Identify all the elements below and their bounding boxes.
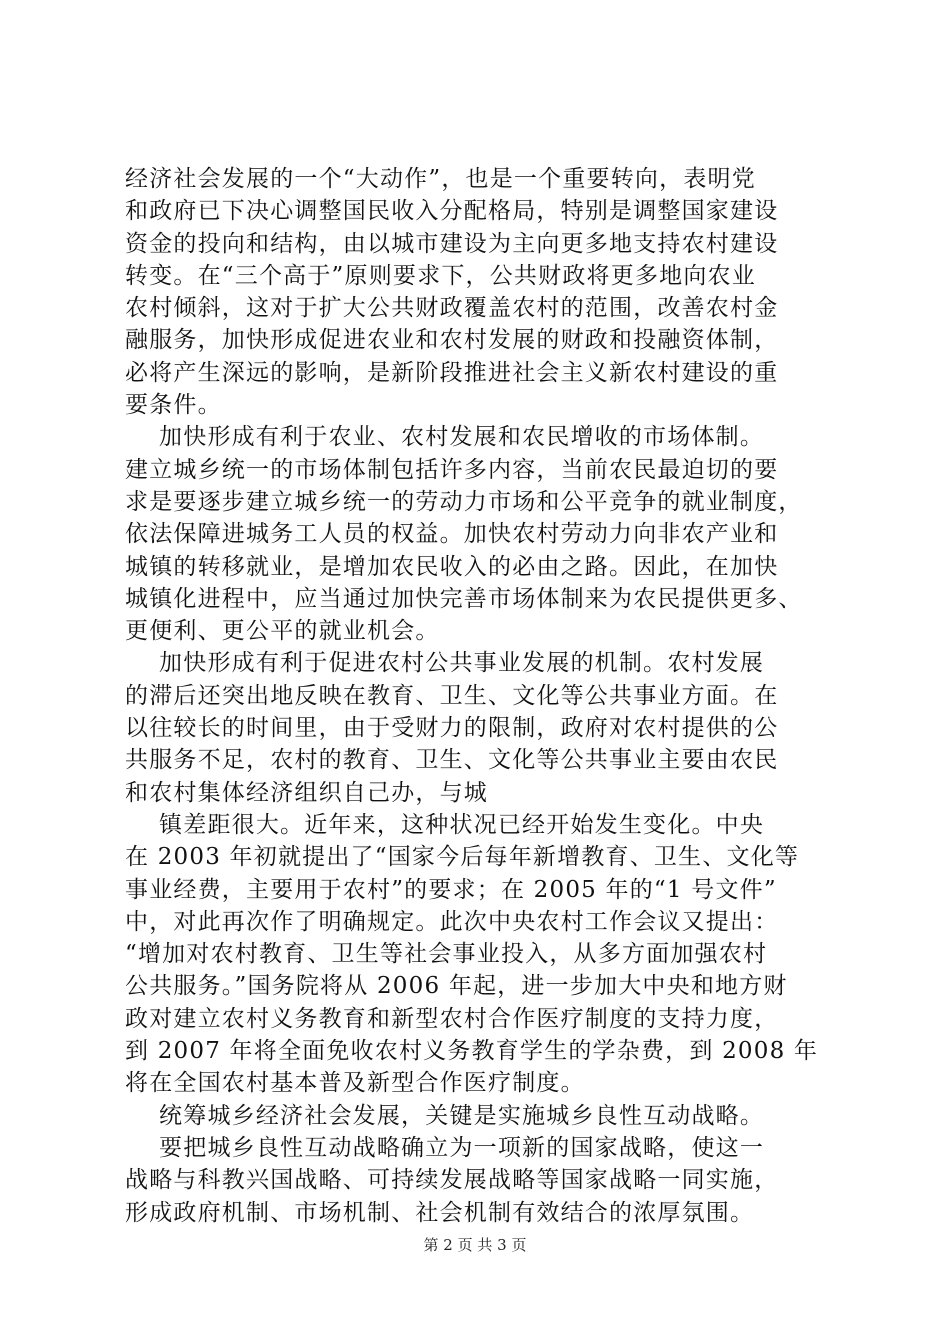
text-line: 以往较长的时间里，由于受财力的限制，政府对农村提供的公 [125,715,779,742]
text-line: 资金的投向和结构，由以城市建设为主向更多地支持农村建设 [125,230,779,257]
text-line: 农村倾斜，这对于扩大公共财政覆盖农村的范围，改善农村金 [125,295,779,322]
text-line: 在 2003 年初就提出了“国家今后每年新增教育、卫生、文化等 [125,844,800,871]
page-footer: 第 2 页 共 3 页 [423,1236,527,1254]
text-line: 要把城乡良性互动战略确立为一项新的国家战略，使这一 [125,1134,765,1161]
text-line: 加快形成有利于农业、农村发展和农民增收的市场体制。 [125,424,765,451]
text-line: 城镇化进程中，应当通过加快完善市场体制来为农民提供更多、 [125,585,803,612]
text-line: 公共服务。”国务院将从 2006 年起，进一步加大中央和地方财 [125,973,788,1000]
text-line: 建立城乡统一的市场体制包括许多内容，当前农民最迫切的要 [125,456,779,483]
text-line: 中，对此再次作了明确规定。此次中央农村工作会议又提出： [125,908,779,935]
text-line: 要条件。 [125,392,222,419]
text-line: 事业经费，主要用于农村”的要求；在 2005 年的“1 号文件” [125,876,777,903]
text-line: 求是要逐步建立城乡统一的劳动力市场和公平竞争的就业制度， [125,488,803,515]
text-line: 将在全国农村基本普及新型合作医疗制度。 [125,1070,585,1097]
text-line: 更便利、更公平的就业机会。 [125,618,440,645]
text-line: 融服务，加快形成促进农业和农村发展的财政和投融资体制， [125,327,779,354]
text-line: 加快形成有利于促进农村公共事业发展的机制。农村发展 [125,650,765,677]
text-line: 和政府已下决心调整国民收入分配格局，特别是调整国家建设 [125,198,779,225]
text-line: 统筹城乡经济社会发展，关键是实施城乡良性互动战略。 [125,1102,765,1129]
text-line: 城镇的转移就业，是增加农民收入的必由之路。因此，在加快 [125,553,779,580]
text-line: 到 2007 年将全面免收农村义务教育学生的学杂费，到 2008 年 [125,1038,819,1065]
text-line: 经济社会发展的一个“大动作”，也是一个重要转向，表明党 [125,166,756,192]
text-line: 镇差距很大。近年来，这种状况已经开始发生变化。中央 [125,811,765,838]
body-text [125,163,835,1229]
text-line: 和农村集体经济组织自己办，与城 [125,779,488,806]
text-line: 形成政府机制、市场机制、社会机制有效结合的浓厚氛围。 [125,1199,755,1226]
text-line: “增加对农村教育、卫生等社会事业投入，从多方面加强农村 [125,941,768,968]
text-line: 战略与科教兴国战略、可持续发展战略等国家战略一同实施， [125,1167,779,1194]
text-line: 必将产生深远的影响，是新阶段推进社会主义新农村建设的重 [125,359,779,386]
text-line: 的滞后还突出地反映在教育、卫生、文化等公共事业方面。在 [125,682,779,709]
text-line: 共服务不足，农村的教育、卫生、文化等公共事业主要由农民 [125,747,779,774]
text-line: 转变。在“三个高于”原则要求下，公共财政将更多地向农业 [125,262,756,289]
text-line: 政对建立农村义务教育和新型农村合作医疗制度的支持力度， [125,1005,779,1032]
text-line: 依法保障进城务工人员的权益。加快农村劳动力向非农产业和 [125,521,779,548]
